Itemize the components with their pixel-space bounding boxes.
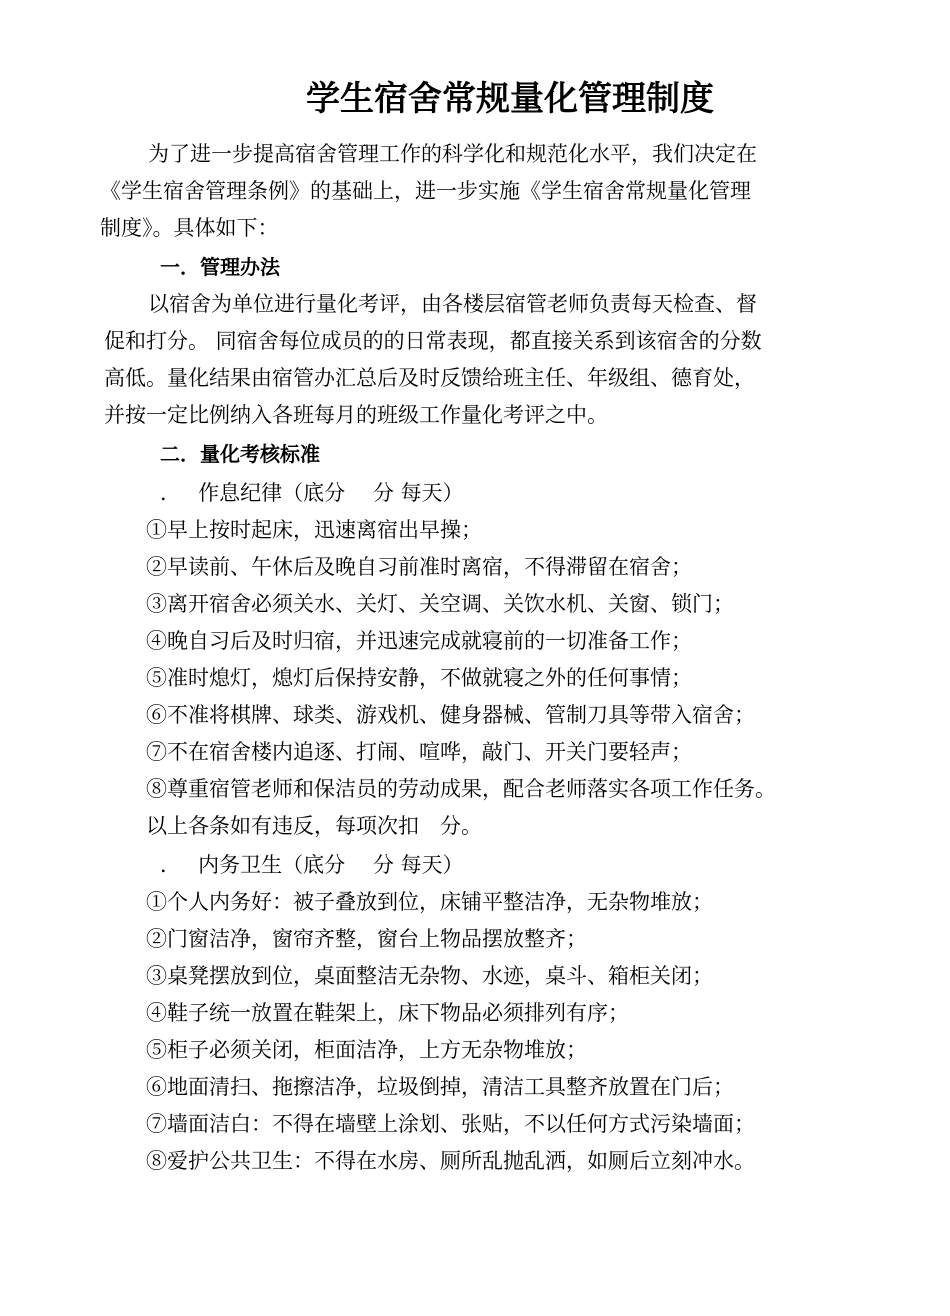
list-item: ⑧爱护公共卫生：不得在水房、厕所乱抛乱洒，如厕后立刻冲水。 — [146, 1149, 755, 1173]
subsection-heading: ． 内务卫生（底分 分 每天） — [160, 853, 464, 877]
intro-line: 为了进一步提高宿舍管理工作的科学化和规范化水平，我们决定在 — [148, 142, 757, 166]
document-title: 学生宿舍常规量化管理制度 — [306, 79, 714, 119]
list-item: ④晚自习后及时归宿，并迅速完成就寝前的一切准备工作； — [146, 629, 692, 653]
paragraph-line: 并按一定比例纳入各班每月的班级工作量化考评之中。 — [104, 403, 608, 427]
list-item: ⑤准时熄灯，熄灯后保持安静，不做就寝之外的任何事情； — [146, 666, 692, 690]
list-item: ⑥地面清扫、拖擦洁净，垃圾倒掉，清洁工具整齐放置在门后； — [146, 1075, 734, 1099]
list-item: ④鞋子统一放置在鞋架上，床下物品必须排列有序； — [146, 1001, 629, 1025]
list-item: ③离开宿舍必须关水、关灯、关空调、关饮水机、关窗、锁门； — [146, 592, 734, 616]
paragraph-line: 以宿舍为单位进行量化考评，由各楼层宿管老师负责每天检查、督 — [148, 292, 757, 316]
list-item: ①个人内务好：被子叠放到位，床铺平整洁净，无杂物堆放； — [146, 890, 713, 914]
list-item: ⑤柜子必须关闭，柜面洁净，上方无杂物堆放； — [146, 1038, 587, 1062]
list-item: ⑥不准将棋牌、球类、游戏机、健身器械、管制刀具等带入宿舍； — [146, 703, 755, 727]
list-item: ①早上按时起床，迅速离宿出早操； — [146, 518, 482, 542]
intro-line: 制度》。具体如下： — [100, 216, 279, 240]
section-heading: 一．管理办法 — [160, 255, 280, 279]
intro-line: 《学生宿舍管理条例》的基础上，进一步实施《学生宿舍常规量化管理 — [100, 179, 751, 203]
paragraph-line: 促和打分。 同宿舍每位成员的的日常表现，都直接关系到该宿舍的分数 — [104, 329, 762, 353]
paragraph-line: 高低。量化结果由宿管办汇总后及时反馈给班主任、年级组、德育处， — [104, 366, 755, 390]
section-heading: 二．量化考核标准 — [160, 442, 320, 466]
list-item: ②门窗洁净，窗帘齐整，窗台上物品摆放整齐； — [146, 927, 587, 951]
deduction-note: 以上各条如有违反，每项次扣 分。 — [146, 814, 482, 838]
list-item: ⑦墙面洁白：不得在墙壁上涂划、张贴，不以任何方式污染墙面； — [146, 1112, 755, 1136]
list-item: ③桌凳摆放到位，桌面整洁无杂物、水迹，桌斗、箱柜关闭； — [146, 964, 713, 988]
subsection-heading: ． 作息纪律（底分 分 每天） — [160, 481, 464, 505]
list-item: ⑧尊重宿管老师和保洁员的劳动成果，配合老师落实各项工作任务。 — [146, 777, 776, 801]
list-item: ⑦不在宿舍楼内追逐、打闹、喧哗，敲门、开关门要轻声； — [146, 740, 692, 764]
list-item: ②早读前、午休后及晚自习前准时离宿，不得滞留在宿舍； — [146, 555, 692, 579]
